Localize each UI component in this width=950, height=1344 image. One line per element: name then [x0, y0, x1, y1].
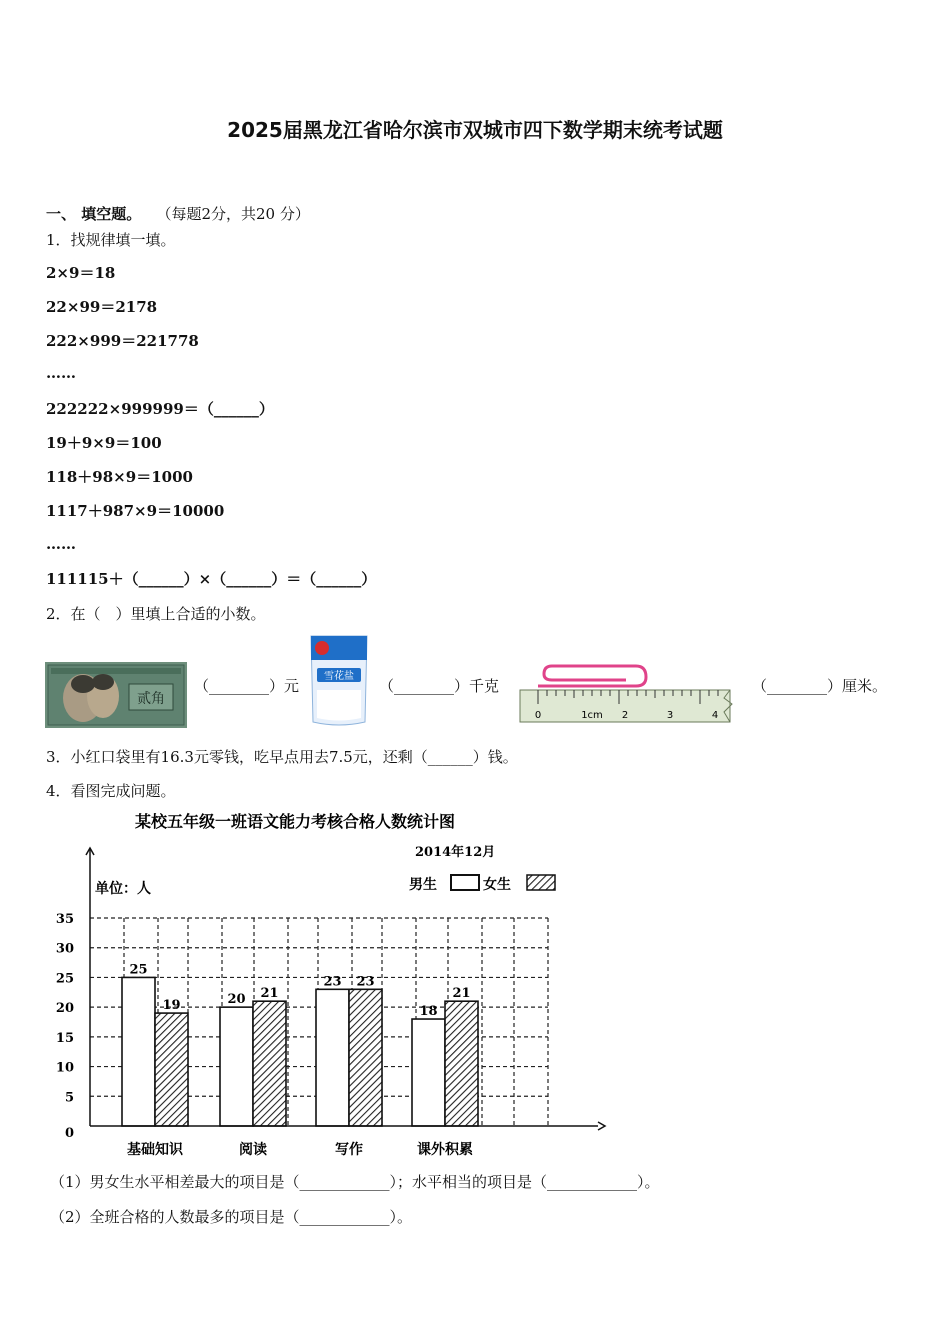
bar-girls	[253, 1001, 286, 1126]
bar-girls	[445, 1001, 478, 1126]
ruler-label: 4	[711, 710, 719, 721]
q1-line: 1117＋987×9＝10000	[46, 502, 225, 520]
x-category-label: 阅读	[239, 1142, 267, 1158]
ruler-label: 2	[621, 710, 629, 721]
q1-line: 22×99＝2178	[46, 298, 158, 316]
q1-ellipsis: ……	[46, 364, 76, 382]
x-axis-labels	[127, 1141, 473, 1158]
legend-swatch-girls	[527, 875, 555, 890]
chart-date: 2014年12月	[415, 845, 496, 860]
q1-line: 222×999＝221778	[46, 332, 199, 350]
q2-blank-yuan: （________）元	[194, 677, 300, 695]
q3-text: 3．小红口袋里有16.3元零钱，吃早点用去7.5元，还剩（______）钱。	[46, 748, 518, 766]
q4-stem: 4．看图完成问题。	[46, 782, 176, 800]
bar-value-label: 21	[260, 986, 279, 1002]
q2-blank-cm: （________）厘米。	[752, 677, 888, 695]
bar-boys	[412, 1019, 445, 1126]
q4-sub1: （1）男女生水平相差最大的项目是（____________）；水平相当的项目是（____________）。	[50, 1173, 660, 1191]
bar-value-label: 21	[452, 986, 471, 1002]
y-tick-label: 0	[64, 1126, 74, 1141]
x-category-label: 写作	[335, 1142, 363, 1158]
section-score-note: （每题2分，共20 分）	[156, 205, 310, 223]
bar-girls	[349, 989, 382, 1126]
bar-value-label: 18	[419, 1004, 438, 1020]
y-axis-ticks	[56, 912, 74, 1141]
q1-stem: 1．找规律填一填。	[46, 231, 176, 249]
x-category-label: 课外积累	[417, 1142, 473, 1158]
q1-ellipsis: ……	[46, 535, 76, 553]
paper-clip-icon	[538, 666, 646, 686]
bar-girls	[155, 1013, 188, 1126]
y-tick-label: 15	[55, 1030, 74, 1046]
x-category-label: 基础知识	[127, 1142, 183, 1158]
bar-boys	[220, 1007, 253, 1126]
y-tick-label: 10	[55, 1060, 74, 1076]
y-tick-label: 5	[64, 1090, 74, 1106]
section-heading-label: 一、 填空题。	[46, 205, 142, 223]
q1-line: 2×9＝18	[46, 264, 116, 282]
chart-legend	[409, 875, 555, 893]
salt-brand-label: 雪花盐	[324, 671, 354, 682]
ruler-label: 1cm	[581, 710, 603, 721]
q4-sub2: （2）全班合格的人数最多的项目是（____________）。	[50, 1208, 413, 1226]
bar-chart	[40, 808, 620, 1168]
chart-title: 某校五年级一班语文能力考核合格人数统计图	[134, 812, 456, 831]
q1-fill-line: 222222×999999＝（______）	[46, 400, 274, 418]
ruler-label: 3	[666, 710, 674, 721]
chart-bars	[122, 962, 478, 1126]
legend-label-boys: 男生	[409, 877, 437, 893]
q1-line: 118＋98×9＝1000	[46, 468, 193, 486]
q1-line: 19＋9×9＝100	[46, 434, 162, 452]
page-title: 2025届黑龙江省哈尔滨市双城市四下数学期末统考试题	[227, 118, 723, 142]
bar-boys	[122, 977, 155, 1126]
ruler-label: 0	[534, 710, 542, 721]
legend-label-girls: 女生	[483, 877, 511, 893]
q1-fill-line: 111115＋（______）×（______）＝（______）	[46, 570, 377, 588]
bar-value-label: 20	[227, 992, 246, 1008]
y-tick-label: 30	[55, 941, 74, 957]
y-tick-label: 25	[55, 971, 74, 987]
banknote-denomination: 贰角	[137, 691, 165, 707]
y-tick-label: 20	[55, 1001, 74, 1017]
ruler-image	[518, 660, 738, 724]
bar-value-label: 23	[323, 974, 342, 990]
chart-unit-label: 单位：人	[95, 881, 151, 897]
bar-value-label: 23	[356, 974, 375, 990]
legend-swatch-boys	[451, 875, 479, 890]
banknote-image	[45, 662, 187, 728]
q2-stem: 2．在（ ）里填上合适的小数。	[46, 605, 266, 623]
bar-value-label: 25	[129, 962, 148, 978]
salt-bag-image	[307, 630, 371, 728]
bar-value-label: 19	[162, 998, 181, 1014]
section-heading	[46, 203, 310, 224]
bar-boys	[316, 989, 349, 1126]
q2-blank-kg: （________）千克	[379, 677, 500, 695]
y-tick-label: 35	[55, 912, 74, 927]
